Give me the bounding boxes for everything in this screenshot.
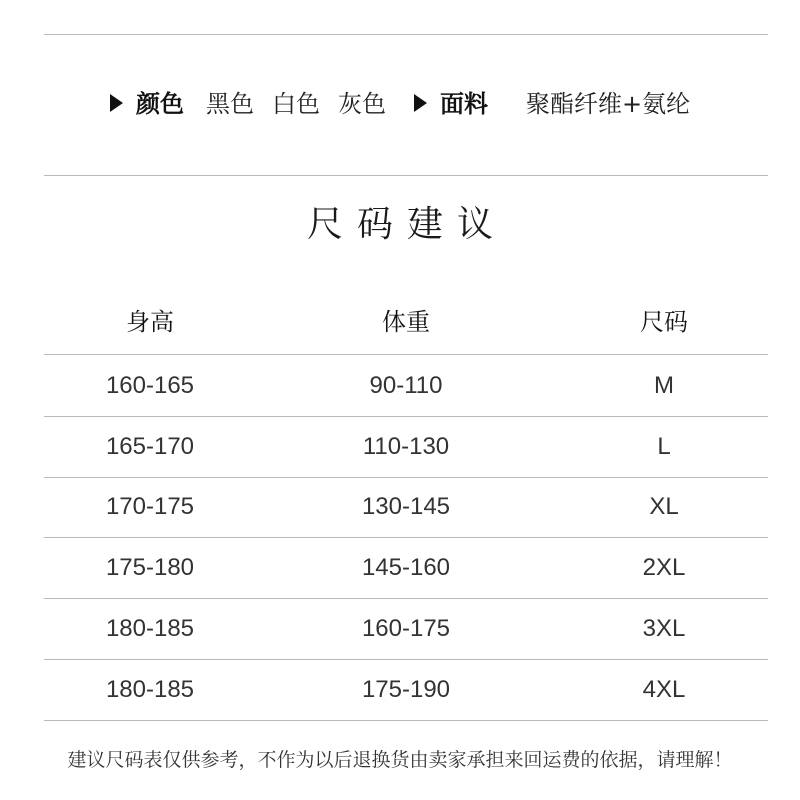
color-option-gray: 灰色 <box>338 90 386 118</box>
triangle-bullet-icon <box>414 82 427 126</box>
cell-weight: 175-190 <box>361 676 451 703</box>
row-divider <box>44 659 768 660</box>
cell-size: L <box>657 433 671 460</box>
header-size: 尺码 <box>640 308 688 336</box>
color-option-white: 白色 <box>272 90 320 118</box>
triangle-bullet-icon <box>110 82 123 126</box>
cell-size: 2XL <box>642 554 686 581</box>
color-label: 颜色 <box>136 90 184 118</box>
cell-size: 4XL <box>642 676 686 703</box>
top-divider <box>44 34 768 35</box>
cell-weight: 130-145 <box>361 493 451 520</box>
cell-height: 170-175 <box>105 493 195 520</box>
cell-size: 3XL <box>642 615 686 642</box>
product-info-row <box>0 82 800 126</box>
row-divider <box>44 416 768 417</box>
cell-weight: 90-110 <box>369 372 443 399</box>
disclaimer-note: 建议尺码表仅供参考，不作为以后退换货由卖家承担来回运费的依据，请理解！ <box>67 749 733 771</box>
table-bottom-divider <box>44 720 768 721</box>
header-height: 身高 <box>126 308 174 336</box>
row-divider <box>44 477 768 478</box>
header-weight: 体重 <box>382 308 430 336</box>
size-guide-title: 尺码建议 <box>306 204 507 245</box>
row-divider <box>44 354 768 355</box>
cell-size: M <box>654 372 674 399</box>
cell-size: XL <box>649 493 679 520</box>
cell-height: 175-180 <box>105 554 195 581</box>
cell-weight: 160-175 <box>361 615 451 642</box>
row-divider <box>44 537 768 538</box>
cell-height: 165-170 <box>105 433 195 460</box>
color-option-black: 黑色 <box>206 90 254 118</box>
cell-height: 180-185 <box>105 615 195 642</box>
cell-weight: 145-160 <box>361 554 451 581</box>
fabric-label: 面料 <box>440 90 488 118</box>
section-divider <box>44 175 768 176</box>
cell-height: 180-185 <box>105 676 195 703</box>
cell-height: 160-165 <box>105 372 195 399</box>
row-divider <box>44 598 768 599</box>
cell-weight: 110-130 <box>362 433 450 460</box>
fabric-value: 聚酯纤维+氨纶 <box>526 90 691 118</box>
